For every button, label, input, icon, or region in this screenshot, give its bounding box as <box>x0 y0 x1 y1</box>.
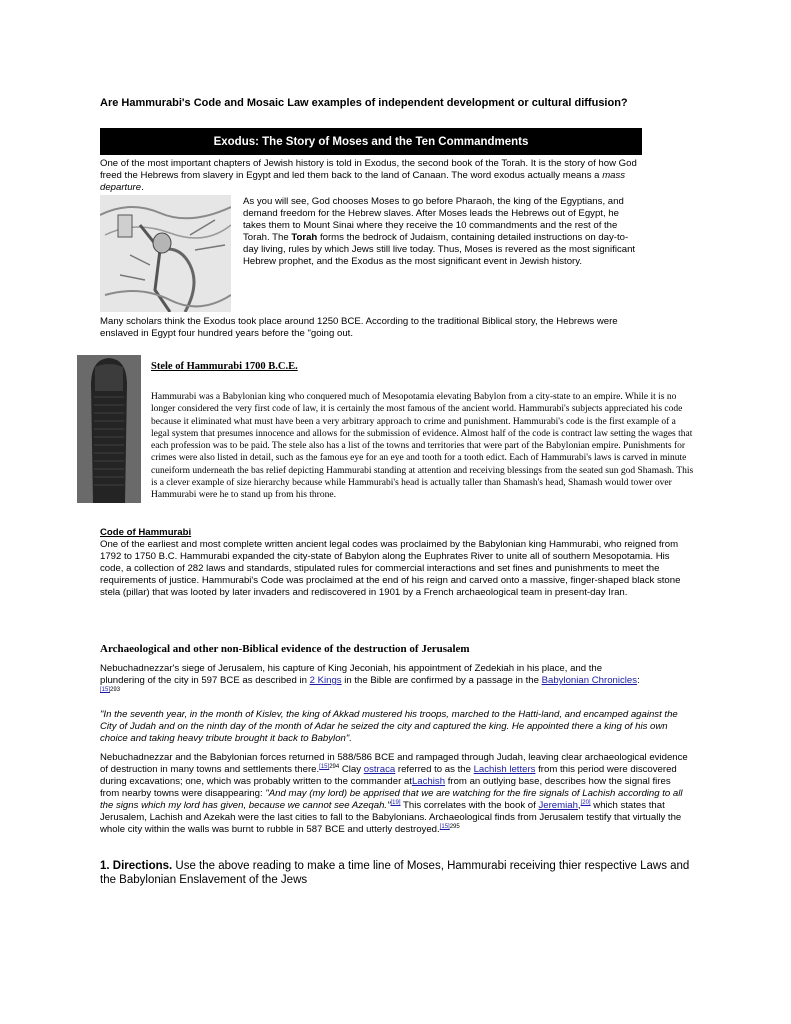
archaeo-p2-text-c: referred to as the <box>395 764 474 775</box>
archaeo-p1-text-a: Nebuchadnezzar's siege of Jerusalem, his capture of King Jeconiah, his appointment of Zedekiah in his place, and the plundering of the city in 597 BCE as described in <box>100 663 603 686</box>
link-lachish[interactable]: Lachish <box>411 776 446 787</box>
link-lachish-letters[interactable]: Lachish letters <box>473 764 536 775</box>
citation-19[interactable]: [19] <box>390 800 401 806</box>
stele-image <box>77 355 141 503</box>
page-number: 293 <box>110 687 121 693</box>
exodus-date-paragraph: Many scholars think the Exodus took place around 1250 BCE. According to the traditional Biblical story, the Hebrews were enslaved in Egypt four hundred years before the "going out. <box>100 316 618 339</box>
page-title: Are Hammurabi's Code and Mosaic Law examples of independent development or cultural diffusion? <box>100 97 628 109</box>
archaeo-p2-text-b: Clay <box>339 764 364 775</box>
moses-illustration <box>100 195 231 312</box>
exodus-intro-text: One of the most important chapters of Jewish history is told in Exodus, the second book of the Torah. It is the story of how God freed the Hebrews from slavery in Egypt and led them back to the land of Canaan. The word exodus actually means a <box>100 158 637 181</box>
link-2-kings[interactable]: 2 Kings <box>309 675 342 686</box>
moses-text-part1: As you will see, God chooses Moses to go before Pharaoh, the king of the Egyptians, and demand freedom for the Hebrew slaves. After Moses leads the Hebrews out of Egypt, he takes them to Mount Sinai where they receive the 10 commandments and the rest of the Torah. The <box>243 196 624 243</box>
archaeo-p2-text-f: This correlates with the book of <box>400 800 539 811</box>
archaeo-p2-text-d: from this period were discovered during excavations; one, which was probably written to the commander at <box>100 764 677 787</box>
archaeo-p2-text-e: from an outlying base, describes how the signal fires from nearby towns were disappearing: <box>100 776 671 799</box>
exodus-intro-italic: mass departure <box>100 170 626 193</box>
citation-15[interactable]: [15] <box>100 687 111 693</box>
link-babylonian-chronicles[interactable]: Babylonian Chronicles <box>541 675 638 686</box>
directions-label: 1. Directions. <box>100 860 173 872</box>
torah-bold: Torah <box>291 232 318 243</box>
stele-heading: Stele of Hammurabi 1700 B.C.E. <box>151 361 298 372</box>
archaeo-heading: Archaeological and other non-Biblical evidence of the destruction of Jerusalem <box>100 643 470 655</box>
archaeo-p2-text-g: , <box>577 800 581 811</box>
code-heading: Code of Hammurabi <box>100 527 192 538</box>
moses-text-part2: forms the bedrock of Judaism, containing detailed instructions on day-to-day living, rules by which Jews still live today. Thus, Moses is revered as the most significant Hebrew prophet, and the Exodus as the most significant event in Jewish history. <box>243 232 636 267</box>
archaeo-paragraph-1 <box>100 663 645 699</box>
exodus-intro-end: . <box>141 182 144 193</box>
citation-15[interactable]: [15] <box>439 824 450 830</box>
stele-paragraph: Hammurabi was a Babylonian king who conquered much of Mesopotamia elevating Babylon from a city-state to an empire. While it is no longer considered the very first code of law, it is certainly the most famous of the ancient world. Hammurabi's subjects appreciated his code because it eliminated what must have been a very arbitrary approach to crime and punishment. Hammurabi's code is the first example of a legal system that presumes innocence and allows for the submission of evidence. Almost half of the code is contract law setting the wages that each profession was to be paid. The stele also has a list of the towns and territories that were part of the Babylonian empire. Punishments for crimes were also listed in detail, such as the famous eye for an eye and tooth for a tooth edict. Each of Hammurabi's laws is carved in minute cuneiform underneath the bas relief depicting Hammurabi standing at attention and receiving blessings from the seated sun god Shamash. This is a clever example of size hierarchy because while Hammurabi's head is actually taller than Shamash's head, Shamash would tower over Hammurabi were he to stand up from his throne. <box>151 392 694 501</box>
archaeo-paragraph-2 <box>100 752 692 836</box>
directions-paragraph <box>100 859 700 887</box>
archaeo-p1-text-b: in the Bible are confirmed by a passage in the <box>341 675 542 686</box>
archaeo-p2-text-a: Nebuchadnezzar and the Babylonian forces returned in 588/586 BCE and rampaged through Judah, leaving clear archaeological evidence of destruction in many towns and settlements there. <box>100 752 688 775</box>
chronicle-quote: "In the seventh year, in the month of Kislev, the king of Akkad mustered his troops, marched to the Hatti-land, and encamped against the City of Judah and on the ninth day of the month of Adar he seized the city and captured the king. He appointed there a king of his own choice and taking heavy tribute brought it back to Babylon". <box>100 709 678 744</box>
page-number: 295 <box>449 824 460 830</box>
section-banner: Exodus: The Story of Moses and the Ten Commandments <box>100 128 642 155</box>
moses-paragraph <box>243 196 643 268</box>
page-number: 294 <box>329 764 340 770</box>
citation-15[interactable]: [15] <box>319 764 330 770</box>
archaeo-p2-text-h: which states that Jerusalem, Lachish and Azekah were the last cities to fall to the Babylonians. Archaeological finds from Jerusalem testify that virtually the whole city within the walls was burnt to rubble in 587 BCE and utterly destroyed. <box>100 800 682 835</box>
link-ostraca[interactable]: ostraca <box>363 764 396 775</box>
moses-sketch-image <box>100 195 231 312</box>
citation-20[interactable]: [20] <box>580 800 591 806</box>
stele-photo <box>77 355 141 503</box>
code-paragraph: One of the earliest and most complete written ancient legal codes was proclaimed by the Babylonian king Hammurabi, who reigned from 1792 to 1750 B.C. Hammurabi expanded the city-state of Babylon along the Euphrates River to unite all of southern Mesopotamia. His code, a collection of 282 laws and standards, stipulated rules for commercial interactions and set fines and punishments to meet the requirements of justice. Hammurabi's Code was proclaimed at the end of his reign and carved onto a massive, finger-shaped black stone stela (pillar) that was looted by later invaders and rediscovered in 1901 by a French archaeological team in present-day Iran. <box>100 539 681 598</box>
directions-text: Use the above reading to make a time line of Moses, Hammurabi receiving thier respective Laws and the Babylonian Enslavement of the Jews <box>100 860 690 886</box>
exodus-intro-paragraph <box>100 158 645 194</box>
lachish-quote: "And may (my lord) be apprised that we are watching for the fire signals of Lachish according to all the signs which my lord has given, because we cannot see Azeqah." <box>100 788 683 811</box>
archaeo-p1-text-c: : <box>637 675 640 686</box>
link-jeremiah[interactable]: Jeremiah <box>538 800 578 811</box>
